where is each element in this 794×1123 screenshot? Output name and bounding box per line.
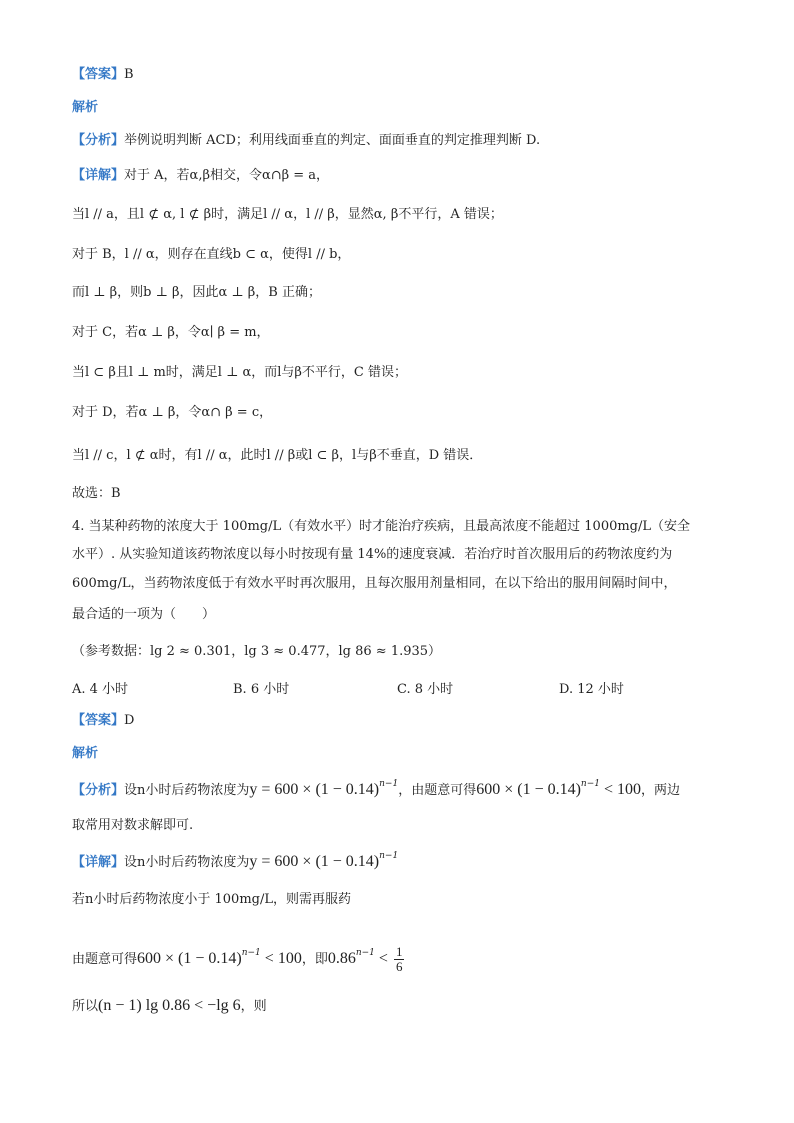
q3-detail-line-6	[72, 363, 407, 383]
q3-answer: B	[124, 67, 134, 82]
q4-detail-3a: 由题意可得	[72, 952, 138, 967]
q4-option-a-text: A. 4 小时	[72, 682, 129, 697]
q4-answer-line	[72, 711, 134, 731]
q3-detail-line-8	[72, 446, 482, 466]
q4-detail-3b: ，即	[301, 952, 328, 967]
q3-answer-line	[72, 65, 134, 85]
q3-detail-3: 对于 B，l // α，则存在直线b ⊂ α，使得l // b，	[72, 247, 351, 262]
q3-detail-5: 对于 C，若α ⊥ β，令α∣ β = m，	[72, 325, 270, 340]
q4-stem-line-2	[72, 545, 672, 565]
q4-ineq-rhs: < 100	[260, 950, 302, 967]
q3-detail-line-1	[72, 166, 329, 186]
fenxi-label: 【分析】	[72, 783, 125, 798]
q4-formula-ineq: 600 × (1 − 0.14)	[476, 781, 581, 798]
q4-fenxi-1a: 设n小时后药物浓度为	[124, 783, 250, 798]
q4-stem-line-1	[72, 517, 690, 537]
q4-base-086: 0.86	[327, 950, 356, 967]
analysis-label: 解析	[72, 100, 99, 115]
q4-option-c-text: C. 8 小时	[397, 682, 454, 697]
q3-detail-line-2	[72, 205, 503, 225]
q4-fenxi-1b: ，由题意可得	[398, 783, 477, 798]
answer-label: 【答案】	[72, 713, 125, 728]
q4-detail-4b: ，则	[240, 999, 267, 1014]
q3-conclusion-text: 故选：B	[72, 486, 121, 501]
q4-exponent: n−1	[379, 779, 399, 789]
q4-fraction	[394, 945, 405, 974]
q4-detail-1: 设n小时后药物浓度为	[124, 855, 250, 870]
q4-option-b	[233, 680, 289, 700]
q3-detail-2: 当l // a，且l ⊄ α, l ⊄ β时，满足l // α，l // β，显然α, β不平行，A 错误；	[72, 207, 503, 222]
q4-stem-line-3	[72, 574, 676, 594]
q3-analysis-heading	[72, 98, 98, 118]
q4-detail-line-4	[72, 996, 267, 1017]
q4-reference-data	[72, 642, 441, 662]
fenxi-label: 【分析】	[72, 133, 125, 148]
q4-stem-3: 600mg/L，当药物浓度低于有效水平时再次服用，且每次服用剂量相同，在以下给出的服用间隔时间中，	[72, 576, 677, 591]
q4-ref-text: （参考数据：lg 2 ≈ 0.301，lg 3 ≈ 0.477，lg 86 ≈ 1.935）	[72, 644, 442, 659]
q4-exponent: n−1	[241, 948, 261, 958]
q3-detail-7: 对于 D，若α ⊥ β，令α∩ β = c，	[72, 405, 273, 420]
q4-stem-2: 水平）. 从实验知道该药物浓度以每小时按现有量 14%的速度衰减．若治疗时首次服用后的药物浓度约为	[72, 547, 673, 562]
q3-detail-line-5	[72, 323, 270, 343]
q3-detail-4: 而l ⊥ β，则b ⊥ β，因此α ⊥ β，B 正确；	[72, 285, 321, 300]
q4-analysis-heading	[72, 744, 98, 764]
q4-option-a	[72, 680, 128, 700]
q4-fenxi-1c: ，两边	[641, 783, 681, 798]
q4-frac-denominator: 6	[395, 959, 403, 974]
analysis-label: 解析	[72, 746, 99, 761]
q4-detail-2: 若n小时后药物浓度小于 100mg/L，则需再服药	[72, 892, 351, 907]
q4-option-b-text: B. 6 小时	[233, 682, 290, 697]
q3-conclusion	[72, 484, 121, 504]
detail-label: 【详解】	[72, 168, 125, 183]
q4-formula-y: y = 600 × (1 − 0.14)	[249, 781, 380, 798]
q4-formula-y: y = 600 × (1 − 0.14)	[249, 853, 380, 870]
q4-exponent: n−1	[355, 948, 375, 958]
q3-detail-1: 对于 A，若α,β相交，令α∩β = a，	[124, 168, 330, 183]
q4-detail-line-1	[72, 852, 398, 874]
q4-frac-numerator: 1	[395, 944, 403, 959]
q4-exponent: n−1	[580, 779, 600, 789]
q3-fenxi-text: 举例说明判断 ACD；利用线面垂直的判定、面面垂直的判定推理判断 D.	[124, 133, 541, 148]
q4-stem-4: 最合适的一项为（ ）	[72, 607, 216, 622]
q4-formula-ineq: 600 × (1 − 0.14)	[137, 950, 242, 967]
q4-exponent: n−1	[379, 851, 399, 861]
q4-detail-4a: 所以	[72, 999, 99, 1014]
q4-option-c	[397, 680, 453, 700]
q4-fenxi-2: 取常用对数求解即可.	[72, 818, 194, 833]
q4-detail-4-formula: (n − 1) lg 0.86 < −lg 6	[98, 997, 241, 1014]
q3-detail-line-4	[72, 283, 321, 303]
q4-option-d	[559, 680, 624, 700]
q3-detail-6: 当l ⊂ β且l ⊥ m时，满足l ⊥ α，而l与β不平行，C 错误；	[72, 365, 407, 380]
q4-answer: D	[124, 713, 135, 728]
q4-option-d-text: D. 12 小时	[559, 682, 624, 697]
q4-ineq-rhs: < 100	[600, 781, 642, 798]
answer-label: 【答案】	[72, 67, 125, 82]
q4-detail-line-3	[72, 945, 404, 974]
q4-stem-1: 4. 当某种药物的浓度大于 100mg/L（有效水平）时才能治疗疾病，且最高浓度不能超过 1000mg/L（安全	[72, 519, 691, 534]
q4-fenxi-line-1	[72, 780, 680, 802]
q4-stem-line-4	[72, 605, 215, 625]
q4-detail-line-2	[72, 890, 351, 910]
detail-label: 【详解】	[72, 855, 125, 870]
q3-fenxi-line	[72, 131, 540, 151]
q4-fenxi-line-2	[72, 816, 193, 836]
q3-detail-8: 当l // c，l ⊄ α时，有l // α，此时l // β或l ⊂ β，l与β不垂直，D 错误．	[72, 448, 483, 463]
q3-detail-line-7	[72, 403, 272, 423]
q4-lt: <	[374, 950, 392, 967]
q3-detail-line-3	[72, 245, 350, 265]
